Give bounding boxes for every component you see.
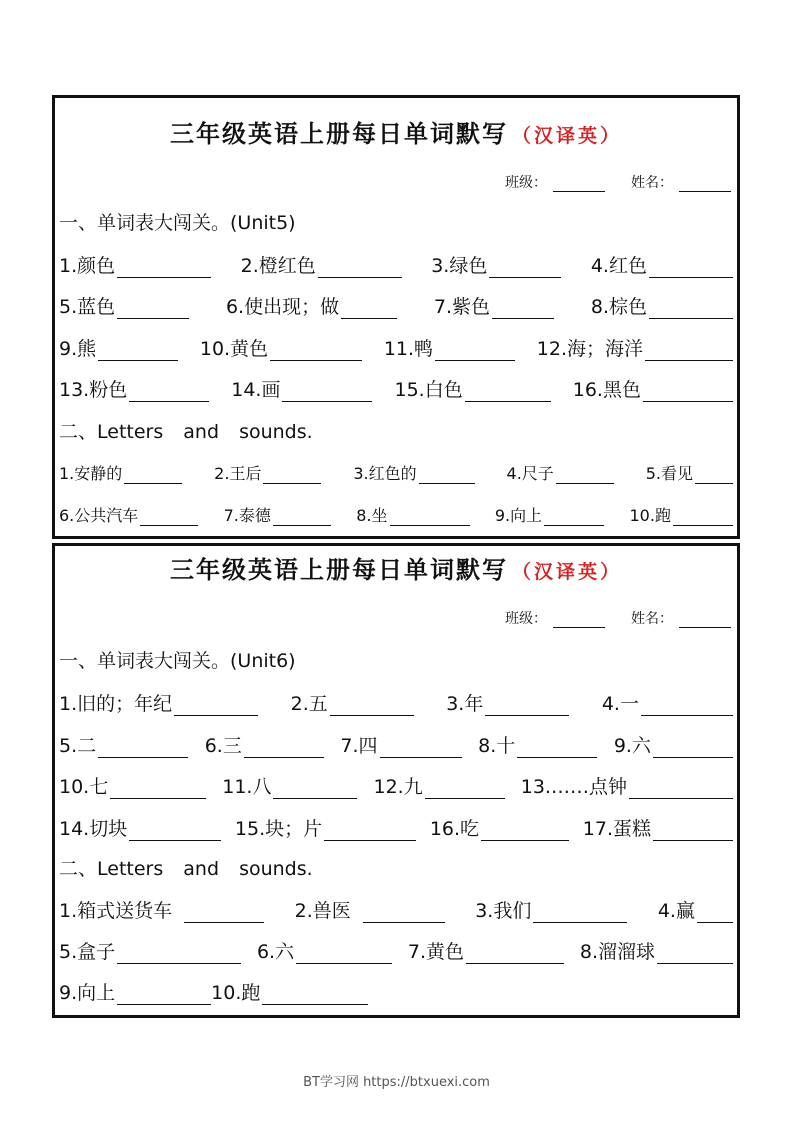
word-item [231, 375, 372, 402]
word-prompt: 15.块；片 [234, 818, 323, 840]
word-item [521, 772, 733, 799]
word-item [602, 689, 733, 716]
word-prompt: 5.蓝色 [59, 296, 116, 318]
word-item [591, 292, 733, 319]
word-prompt: 16.黑色 [572, 379, 641, 401]
word-item [59, 937, 241, 964]
word-item [59, 689, 258, 716]
word-prompt: 17.蛋糕 [582, 818, 651, 840]
word-prompt: 10.七 [59, 776, 109, 798]
answer-blank[interactable] [517, 739, 597, 758]
answer-blank[interactable] [318, 259, 402, 278]
answer-blank[interactable] [117, 945, 241, 964]
word-prompt: 6.使出现；做 [225, 296, 340, 318]
word-prompt: 11.八 [222, 776, 272, 798]
word-row [59, 503, 733, 526]
section-heading-letters-sounds: 二、Letters and sounds. [59, 858, 313, 880]
word-prompt: 2.兽医 [294, 900, 351, 922]
word-row [59, 251, 733, 278]
word-prompt: 2.五 [290, 693, 328, 715]
answer-blank[interactable] [425, 780, 505, 799]
word-row [59, 731, 733, 758]
answer-blank[interactable] [697, 904, 733, 923]
word-prompt: 9.向上 [494, 506, 543, 525]
answer-blank[interactable] [653, 822, 733, 841]
word-prompt: 10.跑 [629, 506, 671, 525]
word-item [211, 978, 368, 1005]
word-prompt: 7.泰德 [223, 506, 271, 525]
word-item [507, 461, 614, 484]
worksheet-title [55, 550, 737, 585]
answer-blank[interactable] [363, 904, 445, 923]
word-prompt: 2.橙红色 [240, 255, 316, 277]
word-item [222, 772, 357, 799]
word-item [583, 814, 733, 841]
student-info [505, 172, 731, 192]
answer-blank[interactable] [129, 383, 209, 402]
word-prompt: 15.白色 [394, 379, 463, 401]
answer-blank[interactable] [380, 739, 462, 758]
word-item [59, 375, 209, 402]
word-item [226, 292, 397, 319]
class-blank[interactable] [553, 613, 605, 628]
word-item [658, 896, 733, 923]
word-prompt: 7.黄色 [407, 941, 465, 963]
word-prompt: 6.三 [204, 735, 242, 757]
word-item [214, 461, 321, 484]
class-blank[interactable] [553, 177, 605, 192]
answer-blank[interactable] [117, 259, 211, 278]
word-prompt: 5.看见 [645, 464, 693, 483]
word-item [59, 334, 178, 361]
answer-blank[interactable] [282, 383, 372, 402]
word-row [59, 292, 733, 319]
word-item [495, 503, 604, 526]
answer-blank[interactable] [124, 465, 182, 484]
answer-blank[interactable] [273, 780, 357, 799]
word-prompt: 9.熊 [59, 338, 97, 360]
answer-blank[interactable] [244, 739, 324, 758]
word-item [59, 503, 198, 526]
student-info [505, 608, 731, 628]
word-item [408, 937, 564, 964]
word-row [59, 334, 733, 361]
name-blank[interactable] [679, 613, 731, 628]
answer-blank[interactable] [129, 822, 221, 841]
section-heading-wordlist: 一、单词表大闯关。(Unit6) [59, 650, 296, 672]
word-row [59, 375, 733, 402]
word-prompt: 10.跑 [211, 982, 261, 1004]
word-item [431, 251, 561, 278]
word-item [59, 251, 211, 278]
word-item [291, 689, 414, 716]
word-item [353, 461, 474, 484]
answer-blank[interactable] [296, 945, 392, 964]
word-prompt: 4.一 [601, 693, 639, 715]
answer-blank[interactable] [673, 507, 733, 526]
word-item [340, 731, 461, 758]
word-row [59, 814, 733, 841]
word-item [475, 896, 627, 923]
word-prompt: 8.十 [478, 735, 516, 757]
word-prompt: 10.黄色 [199, 338, 269, 360]
answer-blank[interactable] [390, 507, 470, 526]
worksheet-title [55, 114, 737, 149]
answer-blank[interactable] [544, 507, 604, 526]
word-prompt: 7.紫色 [433, 296, 491, 318]
word-prompt: 1.颜色 [59, 255, 116, 277]
word-prompt: 9.六 [613, 735, 651, 757]
answer-blank[interactable] [653, 739, 733, 758]
word-row [59, 896, 733, 923]
title-text: 三年级英语上册每日单词默写 [169, 555, 508, 584]
word-prompt: 1.安静的 [59, 464, 123, 483]
word-row [59, 689, 733, 716]
word-prompt: 9.向上 [59, 982, 116, 1004]
word-item [537, 334, 733, 361]
answer-blank[interactable] [117, 986, 211, 1005]
answer-blank[interactable] [465, 383, 551, 402]
worksheet-unit5 [52, 95, 740, 539]
word-item [430, 814, 569, 841]
word-prompt: 5.二 [59, 735, 97, 757]
word-item [580, 937, 733, 964]
word-prompt: 14.画 [231, 379, 281, 401]
word-item [478, 731, 597, 758]
answer-blank[interactable] [466, 945, 564, 964]
answer-blank[interactable] [174, 697, 258, 716]
answer-blank[interactable] [98, 342, 178, 361]
answer-blank[interactable] [110, 780, 206, 799]
class-label: 班级： [505, 611, 547, 627]
word-item [200, 334, 362, 361]
word-row [59, 978, 733, 1005]
word-prompt: 2.王后 [214, 464, 262, 483]
answer-blank[interactable] [489, 259, 561, 278]
answer-blank[interactable] [435, 342, 515, 361]
word-item [395, 375, 551, 402]
word-item [59, 292, 189, 319]
word-item [630, 503, 733, 526]
word-item [241, 251, 402, 278]
word-prompt: 3.我们 [475, 900, 532, 922]
answer-blank[interactable] [695, 465, 733, 484]
word-item [224, 503, 331, 526]
title-subtitle: （汉译英） [511, 125, 622, 147]
word-prompt: 4.赢 [657, 900, 695, 922]
answer-blank[interactable] [262, 986, 368, 1005]
word-prompt: 6.公共汽车 [59, 506, 139, 525]
word-prompt: 8.坐 [356, 506, 388, 525]
word-item [205, 731, 324, 758]
word-item [59, 731, 188, 758]
word-row [59, 461, 733, 484]
answer-blank[interactable] [273, 507, 331, 526]
answer-blank[interactable] [263, 465, 321, 484]
section-heading-wordlist: 一、单词表大闯关。(Unit5) [59, 212, 296, 234]
answer-blank[interactable] [645, 342, 733, 361]
word-item [434, 292, 554, 319]
answer-blank[interactable] [98, 739, 188, 758]
word-prompt: 11.鸭 [383, 338, 434, 360]
word-prompt: 14.切块 [59, 818, 128, 840]
word-item [59, 461, 182, 484]
section-heading-letters-sounds: 二、Letters and sounds. [59, 421, 313, 443]
word-item [257, 937, 392, 964]
word-prompt: 4.尺子 [506, 464, 554, 483]
answer-blank[interactable] [657, 945, 733, 964]
class-label: 班级： [505, 175, 547, 191]
answer-blank[interactable] [324, 822, 416, 841]
word-prompt: 16.吃 [429, 818, 480, 840]
word-item [59, 978, 211, 1005]
answer-blank[interactable] [492, 300, 554, 319]
answer-blank[interactable] [641, 697, 733, 716]
answer-blank[interactable] [419, 465, 475, 484]
title-text: 三年级英语上册每日单词默写 [169, 119, 508, 148]
answer-blank[interactable] [270, 342, 362, 361]
word-prompt: 7.四 [340, 735, 378, 757]
word-item [614, 731, 733, 758]
word-prompt: 5.盒子 [59, 941, 116, 963]
title-subtitle: （汉译英） [511, 561, 622, 583]
word-item [384, 334, 515, 361]
word-row [59, 937, 733, 964]
word-prompt: 13.……点钟 [520, 776, 627, 798]
answer-blank[interactable] [649, 300, 733, 319]
word-item [235, 814, 416, 841]
word-prompt: 4.红色 [590, 255, 647, 277]
answer-blank[interactable] [629, 780, 733, 799]
answer-blank[interactable] [117, 300, 189, 319]
word-prompt: 6.六 [256, 941, 295, 963]
word-prompt: 3.绿色 [431, 255, 488, 277]
answer-blank[interactable] [330, 697, 414, 716]
answer-blank[interactable] [556, 465, 614, 484]
answer-blank[interactable] [649, 259, 733, 278]
word-prompt: 8.溜溜球 [579, 941, 655, 963]
word-row [59, 772, 733, 799]
word-item [646, 461, 733, 484]
word-prompt: 12.海；海洋 [536, 338, 643, 360]
word-item [591, 251, 733, 278]
word-item [295, 896, 445, 923]
word-item [59, 772, 206, 799]
word-item [356, 503, 469, 526]
word-item [374, 772, 505, 799]
answer-blank[interactable] [485, 697, 569, 716]
word-prompt: 3.红色的 [353, 464, 417, 483]
word-prompt: 12.九 [373, 776, 423, 798]
word-item [59, 814, 221, 841]
word-item [446, 689, 569, 716]
word-prompt: 8.棕色 [590, 296, 647, 318]
answer-blank[interactable] [643, 383, 733, 402]
word-prompt: 3.年 [446, 693, 484, 715]
answer-blank[interactable] [341, 300, 397, 319]
answer-blank[interactable] [481, 822, 569, 841]
word-prompt: 1.箱式送货车 [59, 900, 173, 922]
name-label: 姓名： [631, 175, 673, 191]
name-label: 姓名： [631, 611, 673, 627]
answer-blank[interactable] [184, 904, 264, 923]
word-prompt: 13.粉色 [59, 379, 128, 401]
worksheet-unit6 [52, 543, 740, 1018]
answer-blank[interactable] [533, 904, 627, 923]
name-blank[interactable] [679, 177, 731, 192]
word-item [59, 896, 264, 923]
answer-blank[interactable] [140, 507, 198, 526]
word-item [573, 375, 733, 402]
word-prompt: 1.旧的；年纪 [59, 693, 173, 715]
footer-source: BT学习网 https://btxuexi.com [303, 1075, 490, 1090]
